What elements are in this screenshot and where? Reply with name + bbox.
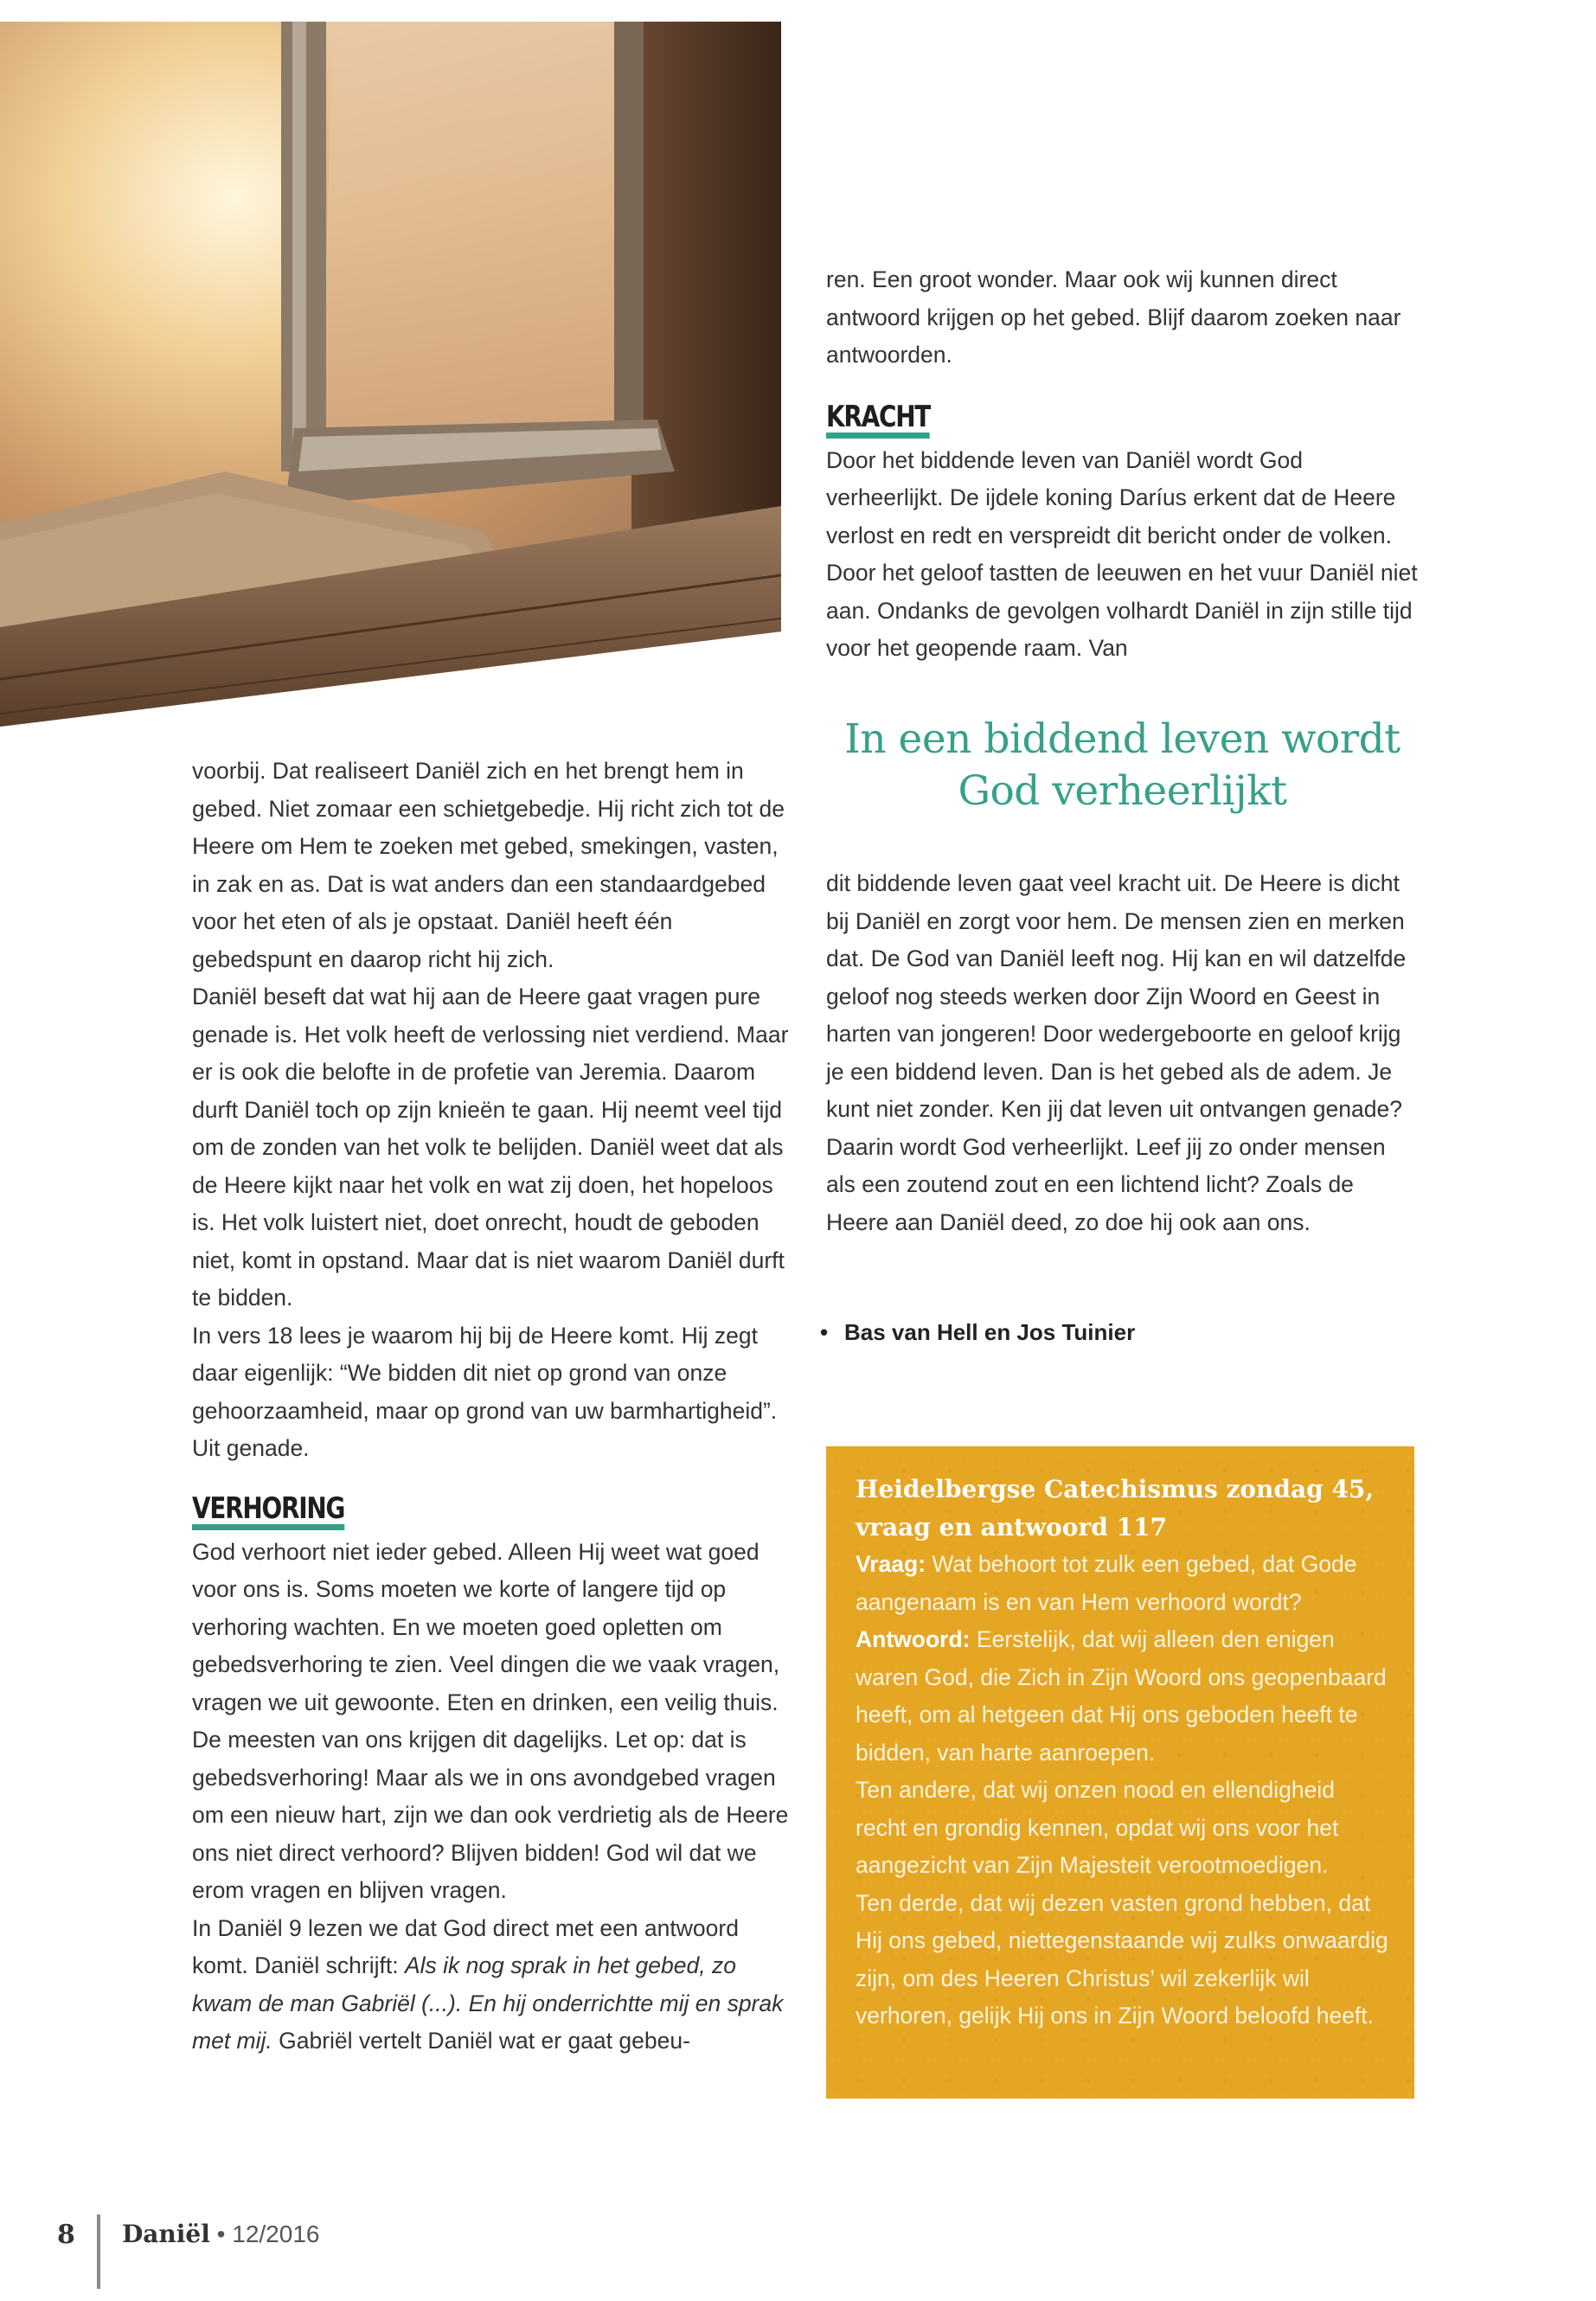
magazine-name: Daniël bbox=[122, 2220, 210, 2248]
catechism-box bbox=[826, 1446, 1414, 2099]
right-column-bottom bbox=[826, 865, 1419, 1241]
pull-quote-line: God verheerlijkt bbox=[958, 767, 1287, 815]
answer-text: Eerstelijk, dat wij alleen den enigen waren God, die Zich in Zijn Woord ons geopenbaard heeft, om al hetgeen dat Hij ons geboden heeft te bidden, van harte aanroepen. bbox=[856, 1626, 1387, 1766]
paragraph bbox=[192, 1910, 798, 2061]
catechism-answer bbox=[856, 1621, 1392, 1772]
paragraph: voorbij. Dat realiseert Daniël zich en het brengt hem in gebed. Niet zomaar een schietgebedje. Hij richt zich tot de Heere om Hem te zoeken met gebed, smekingen, vasten, in zak en as. Dat is wat anders dan een standaardgebed voor het eten of als je opstaat. Daniël heeft één gebedspunt en daarop richt hij zich. bbox=[192, 758, 785, 972]
author-credit bbox=[820, 1319, 1135, 1346]
heading-kracht: KRACHT bbox=[826, 401, 930, 439]
answer-label: Antwoord: bbox=[856, 1626, 971, 1652]
paragraph: dit biddende leven gaat veel kracht uit. De Heere is dicht bij Daniël en zorgt voor hem. De mensen zien en merken dat. De God van Daniël leeft nog. Hij kan en wil datzelfde geloof nog steeds werken door Zijn Woord en Geest in harten van jongeren! Door wedergeboorte en geloof krijg je een biddend leven. Dan is het gebed als de adem. Je kunt niet zonder. Ken jij dat leven uit ontvangen genade? Daarin wordt God verheerlijkt. Leef jij zo onder mensen als een zoutend zout en een lichtend licht? Zoals de Heere aan Daniël deed, zo doe hij ook aan ons. bbox=[826, 870, 1407, 1235]
question-text: Wat behoort tot zulk een gebed, dat Gode aangenaam is en van Hem verhoord wordt? bbox=[856, 1551, 1357, 1615]
issue-number: 12/2016 bbox=[232, 2221, 320, 2247]
right-column-top bbox=[826, 261, 1419, 668]
catechism-answer-3: Ten derde, dat wij dezen vasten grond hebben, dat Hij ons gebed, niettegenstaande wij zulks onwaardig zijn, om des Heeren Christus’ wil zekerlijk wil verhoren, gelijk Hij ons in Zijn Woord beloofd heeft. bbox=[856, 1889, 1388, 2029]
magazine-title bbox=[122, 2220, 319, 2248]
separator: • bbox=[209, 2221, 233, 2247]
footer-divider bbox=[97, 2214, 100, 2289]
paragraph: In vers 18 lees je waarom hij bij de Heere komt. Hij zegt daar eigenlijk: “We bidden dit niet op grond van onze gehoorzaamheid, maar op grond van uw barmhartigheid”. Uit genade. bbox=[192, 1322, 778, 1461]
hero-image bbox=[0, 22, 781, 727]
bullet: • bbox=[820, 1319, 829, 1345]
page-number: 8 bbox=[57, 2220, 75, 2250]
paragraph-text: Gabriël vertelt Daniël wat er gaat gebeu- bbox=[272, 2028, 690, 2054]
bible-quote: Als ik nog sprak in het gebed, zo kwam de man Gabriël (...). En hij onderrichtte mij en sprak met mij. bbox=[192, 1952, 784, 2054]
pull-quote-line: In een biddend leven wordt bbox=[844, 715, 1401, 763]
catechism-title bbox=[856, 1471, 1392, 1546]
question-label: Vraag: bbox=[856, 1551, 926, 1577]
paragraph: ren. Een groot wonder. Maar ook wij kunnen direct antwoord krijgen op het gebed. Blijf daarom zoeken naar antwoorden. bbox=[826, 266, 1401, 368]
catechism-question bbox=[856, 1546, 1392, 1621]
author-name: Bas van Hell en Jos Tuinier bbox=[844, 1319, 1136, 1345]
left-column bbox=[192, 753, 798, 2061]
paragraph: God verhoort niet ieder gebed. Alleen Hij weet wat goed voor ons is. Soms moeten we korte of langere tijd op verhoring wachten. En we moeten goed opletten om gebedsverhoring te zien. Veel dingen die we vaak vragen, vragen we uit gewoonte. Eten en drinken, een veilig thuis. De meesten van ons krijgen dit dagelijks. Let op: dat is gebedsverhoring! Maar als we in ons avondgebed vragen om een nieuw hart, zijn we dan ook verdrietig als de Heere ons niet direct verhoord? Blijven bidden! God wil dat we erom vragen en blijven vragen. bbox=[192, 1538, 789, 1903]
catechism-title-line: Heidelbergse Catechismus zondag 45, bbox=[856, 1475, 1375, 1503]
catechism-title-line: vraag en antwoord 117 bbox=[856, 1512, 1167, 1541]
open-window-photo-icon bbox=[0, 22, 781, 727]
paragraph: Daniël beseft dat wat hij aan de Heere gaat vragen pure genade is. Het volk heeft de verlossing niet verdiend. Maar er is ook die belofte in de profetie van Jeremia. Daarom durft Daniël toch op zijn knieën te gaan. Hij neemt veel tijd om de zonden van het volk te belijden. Daniël weet dat als de Heere kijkt naar het volk en wat zij doen, het hopeloos is. Het volk luistert niet, doet onrecht, houdt de geboden niet, komt in opstand. Maar dat is niet waarom Daniël durft te bidden. bbox=[192, 984, 789, 1311]
heading-verhoring: VERHORING bbox=[192, 1493, 344, 1530]
catechism-answer-2: Ten andere, dat wij onzen nood en ellendigheid recht en grondig kennen, opdat wij ons voor het aangezicht van Zijn Majesteit verootmoedigen. bbox=[856, 1777, 1339, 1878]
paragraph-text: In Daniël 9 lezen we dat God direct met een antwoord komt. Daniël schrijft: bbox=[192, 1914, 739, 1978]
pull-quote bbox=[826, 714, 1419, 817]
paragraph: Door het biddende leven van Daniël wordt God verheerlijkt. De ijdele koning Daríus erkent dat de Heere verlost en redt en verspreidt dit bericht onder de volken. Door het geloof tastten de leeuwen en het vuur Daniël niet aan. Ondanks de gevolgen volhardt Daniël in zijn stille tijd voor het geopende raam. Van bbox=[826, 446, 1418, 661]
